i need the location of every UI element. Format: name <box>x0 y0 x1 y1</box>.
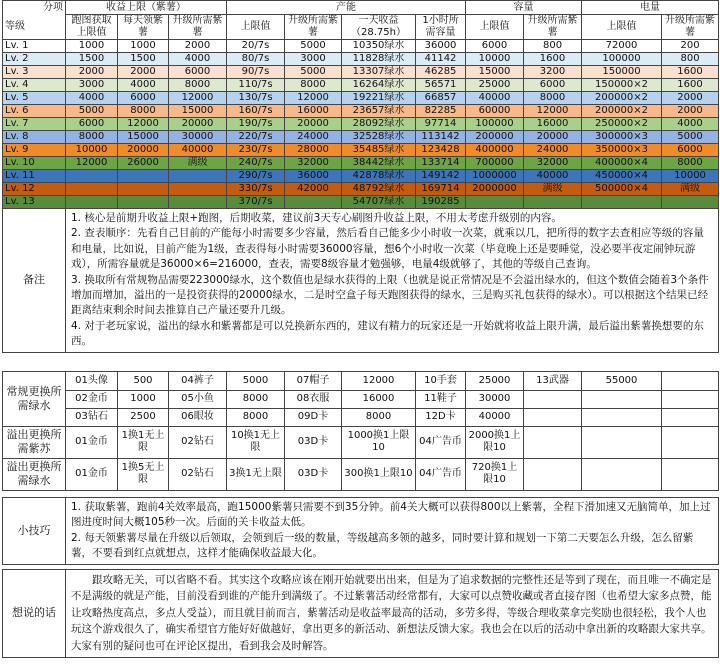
value-cell: 36000 <box>416 40 466 53</box>
words-paragraph: 跟攻略无关，可以省略不看。其实这个攻略应该在刚开始就要出出来，但是为了追求数据的完整性还是等到了现在，而且唯一不确定是不是满级的就是产能，目前没看到谁的产能升到满级了。不过紫薯活动经常都有，大家可以点赞收藏或者直接存图（也希望大家多点赞，能让攻略热度高点，多点人受益），而且就目前而言，紫薯活动是收益率最高的活动，多劳多得，等级合理收菜拿完奖励也很轻松，我个人也玩这个游戏很久了，确实希望官方能好好做越好，拿出更多的新活动、新想法反馈大家。我也会在以后的活动中拿出新的攻略跟大家共享。大家有别的疑问也可在评论区提出，看到我会及时解答。 <box>71 573 712 653</box>
level-row <box>3 92 719 105</box>
exchange-item: 06眼妆 <box>169 408 227 426</box>
value-cell: 满级 <box>524 183 582 196</box>
tip-line: 1. 获取紫薯，跑前4关效率最高，跑15000紫薯只需要不到35分钟。前4关大概可以获得800以上紫薯，全程下滑加速又无脑简单，加上过图进度时间大概105秒一次。后面的关卡收益太低。 <box>71 500 711 529</box>
level-cell: Lv. 10 <box>3 157 66 170</box>
col-header: 1小时所需容量 <box>416 15 466 40</box>
value-cell: 190285 <box>416 196 466 209</box>
value-cell <box>169 196 227 209</box>
level-row <box>3 196 719 209</box>
value-cell: 32000 <box>285 157 342 170</box>
value-cell: 5000 <box>285 40 342 53</box>
exchange-item: 02钻石 <box>169 458 227 490</box>
value-cell: 110/7s <box>227 79 285 92</box>
level-row <box>3 118 719 131</box>
value-cell: 6000 <box>118 92 169 105</box>
value-cell: 290/7s <box>227 170 285 183</box>
value-cell: 400000 <box>466 144 524 157</box>
value-cell: 3000 <box>285 53 342 66</box>
col-header: 每天领紫薯 <box>118 15 169 40</box>
value-cell: 370/7s <box>227 196 285 209</box>
value-cell: 19221绿水 <box>342 92 416 105</box>
value-cell: 32528绿水 <box>342 131 416 144</box>
value-cell: 2000 <box>118 66 169 79</box>
note-line: 4. 对于老玩家说，溢出的绿水和紫薯都是可以兑换新东西的，建议有精力的玩家还是一开始就将收益上限升满，最后溢出紫薯换想要的东西。 <box>71 319 704 348</box>
empty-cell <box>524 408 582 426</box>
exchange-item: 11鞋子 <box>416 390 466 408</box>
value-cell: 4000 <box>169 53 227 66</box>
exchange-rate: 1换1无上限 <box>118 426 169 458</box>
col-header: 上限值 <box>466 15 524 40</box>
level-cell: Lv. 2 <box>3 53 66 66</box>
value-cell: 13307绿水 <box>342 66 416 79</box>
col-header: 升级所需紫薯 <box>285 15 342 40</box>
value-cell: 48792绿水 <box>342 183 416 196</box>
exchange-item: 10手套 <box>416 371 466 390</box>
exchange-cost: 500 <box>118 371 169 390</box>
level-row <box>3 170 719 183</box>
tip-line: 2. 每天领紫薯尽量在升级以后领取，会领到后一级的数量，等级越高多领的越多，同时要计算和规划一下第二天要怎么升级，怎么留紫薯，不要看到红点就想点，这样才能确保收益最大化。 <box>71 531 694 560</box>
value-cell: 1600 <box>524 53 582 66</box>
value-cell: 40000 <box>169 144 227 157</box>
value-cell: 8000 <box>66 131 118 144</box>
value-cell: 35485绿水 <box>342 144 416 157</box>
level-header: 等级 <box>3 15 66 40</box>
value-cell: 100000 <box>466 118 524 131</box>
level-cell: Lv. 4 <box>3 79 66 92</box>
level-row <box>3 53 719 66</box>
value-cell: 12000 <box>524 105 582 118</box>
value-cell <box>66 170 118 183</box>
value-cell <box>66 183 118 196</box>
value-cell <box>169 170 227 183</box>
level-cell: Lv. 12 <box>3 183 66 196</box>
value-cell: 800 <box>662 53 719 66</box>
value-cell: 1000000 <box>466 170 524 183</box>
value-cell: 6000 <box>524 79 582 92</box>
value-cell: 80/7s <box>227 53 285 66</box>
tips-label: 小技巧 <box>3 497 66 564</box>
value-cell: 160/7s <box>227 105 285 118</box>
level-group-header: 分项 <box>3 1 66 15</box>
value-cell: 11828绿水 <box>342 53 416 66</box>
value-cell: 150000 <box>582 66 662 79</box>
exchange-rate: 720换1上限10 <box>466 458 524 490</box>
exchange-item: 03钻石 <box>66 408 118 426</box>
value-cell: 4000 <box>662 118 719 131</box>
note-line: 1. 核心是前期升收益上限+跑图，后期收菜，建议前3天专心刷图升收益上限，不用太考虑升级别的内容。 <box>71 212 562 224</box>
empty-cell <box>582 390 662 408</box>
value-cell: 26000 <box>118 157 169 170</box>
value-cell: 800 <box>524 40 582 53</box>
production-header: 产能 <box>227 1 466 15</box>
value-cell: 2000 <box>169 40 227 53</box>
value-cell: 38442绿水 <box>342 157 416 170</box>
value-cell: 6000 <box>169 66 227 79</box>
value-cell: 40000 <box>466 92 524 105</box>
value-cell: 200000×2 <box>582 92 662 105</box>
value-cell: 10000 <box>466 53 524 66</box>
value-cell: 24000 <box>285 131 342 144</box>
value-cell: 130/7s <box>227 92 285 105</box>
empty-cell <box>582 408 662 426</box>
value-cell: 满级 <box>662 183 719 196</box>
value-cell: 66857 <box>416 92 466 105</box>
exchange-rate: 2000换1上限10 <box>466 426 524 458</box>
col-header: 升级所需紫薯 <box>169 15 227 40</box>
value-cell: 12000 <box>118 118 169 131</box>
value-cell: 97714 <box>416 118 466 131</box>
empty-cell <box>662 371 719 390</box>
level-cell: Lv. 5 <box>3 92 66 105</box>
value-cell: 16264绿水 <box>342 79 416 92</box>
level-row <box>3 157 719 170</box>
value-cell: 350000×3 <box>582 144 662 157</box>
level-cell: Lv. 7 <box>3 118 66 131</box>
value-cell: 4000 <box>118 79 169 92</box>
value-cell: 10000 <box>662 170 719 183</box>
value-cell: 1600 <box>662 66 719 79</box>
col-header: 升级所需紫薯 <box>662 15 719 40</box>
tips-text <box>66 497 719 564</box>
value-cell: 3000 <box>66 79 118 92</box>
exchange-item: 03D卡 <box>285 426 342 458</box>
value-cell: 5000 <box>662 131 719 144</box>
exchange-item: 07帽子 <box>285 371 342 390</box>
empty-cell <box>662 426 719 458</box>
exchange-cost: 8000 <box>342 408 416 426</box>
exchange-rate: 10换1无上限 <box>227 426 285 458</box>
value-cell: 16000 <box>524 118 582 131</box>
exchange-cost: 8000 <box>227 390 285 408</box>
empty-cell <box>662 408 719 426</box>
value-cell: 169714 <box>416 183 466 196</box>
exchange-item: 03D卡 <box>285 458 342 490</box>
value-cell <box>118 196 169 209</box>
level-row <box>3 79 719 92</box>
empty-cell <box>524 458 582 490</box>
value-cell: 113142 <box>416 131 466 144</box>
spacer <box>0 353 720 371</box>
value-cell: 6000 <box>66 118 118 131</box>
value-cell: 133714 <box>416 157 466 170</box>
value-cell: 230/7s <box>227 144 285 157</box>
level-cell: Lv. 13 <box>3 196 66 209</box>
value-cell: 10000 <box>66 144 118 157</box>
empty-cell <box>582 458 662 490</box>
notes-text <box>66 209 719 352</box>
value-cell: 23657绿水 <box>342 105 416 118</box>
level-row <box>3 66 719 79</box>
value-cell: 16000 <box>285 105 342 118</box>
level-cell: Lv. 1 <box>3 40 66 53</box>
empty-cell <box>524 426 582 458</box>
exchange-cost: 12000 <box>342 371 416 390</box>
value-cell: 满级 <box>169 157 227 170</box>
col-header: 上限值 <box>227 15 285 40</box>
exchange-item: 04裤子 <box>169 371 227 390</box>
exchange-cost: 5000 <box>227 371 285 390</box>
value-cell: 20000 <box>285 118 342 131</box>
exchange-item: 01头像 <box>66 371 118 390</box>
exchange-item: 05小鱼 <box>169 390 227 408</box>
value-cell <box>118 183 169 196</box>
notes-label: 备注 <box>3 209 66 352</box>
value-cell: 42000 <box>285 183 342 196</box>
value-cell: 250000×2 <box>582 118 662 131</box>
exchange-cost: 40000 <box>466 408 524 426</box>
value-cell: 149142 <box>416 170 466 183</box>
value-cell: 240/7s <box>227 157 285 170</box>
exchange-cost: 25000 <box>466 371 524 390</box>
value-cell: 4000 <box>66 92 118 105</box>
value-cell: 15000 <box>118 131 169 144</box>
value-cell: 5000 <box>66 105 118 118</box>
exchange-item: 04广告币 <box>416 458 466 490</box>
exchange-item: 12D卡 <box>416 408 466 426</box>
value-cell: 330/7s <box>227 183 285 196</box>
value-cell: 12000 <box>285 92 342 105</box>
value-cell: 8000 <box>169 79 227 92</box>
level-row <box>3 183 719 196</box>
tips-table <box>2 497 719 565</box>
sweet-exchange-label: 溢出更换所需紫苏 <box>3 426 66 458</box>
value-cell: 450000×4 <box>582 170 662 183</box>
exchange-item: 04广告币 <box>416 426 466 458</box>
value-cell: 2000 <box>662 92 719 105</box>
notes-table <box>2 209 719 353</box>
col-header: 跑图获取上限值 <box>66 15 118 40</box>
value-cell <box>582 196 662 209</box>
exchange-rate: 300换1上限10 <box>342 458 416 490</box>
value-cell: 1500 <box>118 53 169 66</box>
upgrade-table <box>2 0 719 209</box>
exchange-item: 01金币 <box>66 458 118 490</box>
value-cell: 56571 <box>416 79 466 92</box>
level-cell: Lv. 6 <box>3 105 66 118</box>
value-cell <box>66 196 118 209</box>
value-cell: 220/7s <box>227 131 285 144</box>
value-cell: 100000 <box>582 53 662 66</box>
col-header: 升级所需紫薯 <box>524 15 582 40</box>
power-header: 电量 <box>582 1 719 15</box>
value-cell: 28092绿水 <box>342 118 416 131</box>
empty-cell <box>524 390 582 408</box>
exchange-item: 02金币 <box>66 390 118 408</box>
value-cell: 36000 <box>285 170 342 183</box>
exchange-rate: 3换1无上限 <box>227 458 285 490</box>
exchange-item: 09D卡 <box>285 408 342 426</box>
value-cell: 30000 <box>169 131 227 144</box>
value-cell: 8000 <box>524 92 582 105</box>
value-cell: 6000 <box>662 144 719 157</box>
value-cell: 12000 <box>66 157 118 170</box>
value-cell: 1600 <box>662 79 719 92</box>
exchange-item: 02钻石 <box>169 426 227 458</box>
value-cell: 2000 <box>66 66 118 79</box>
value-cell: 200000×2 <box>582 105 662 118</box>
value-cell: 54707绿水 <box>342 196 416 209</box>
exchange-rate: 1000换1上限10 <box>342 426 416 458</box>
value-cell: 8000 <box>118 105 169 118</box>
empty-cell <box>662 458 719 490</box>
value-cell: 3200 <box>524 66 582 79</box>
note-line: 3. 换取所有常规物品需要223000绿水，这个数值也是绿水获得的上限（也就是说正常情况是不会溢出绿水的，但这个数值会随着3个条件增加而增加，溢出的一是投资获得的20000绿水，二是时空盒子每天跑图获得的绿水，三是购买礼包获得的绿水）。可以根据这个结果已经距离结束剩余时间去推算自己产量还要升几级。 <box>71 273 709 317</box>
value-cell <box>285 196 342 209</box>
value-cell: 15000 <box>169 105 227 118</box>
col-header: 一天收益（28.75h） <box>342 15 416 40</box>
value-cell <box>169 183 227 196</box>
value-cell: 24000 <box>524 144 582 157</box>
exchange-cost: 55000 <box>582 371 662 390</box>
value-cell: 41142 <box>416 53 466 66</box>
value-cell: 2000000 <box>466 183 524 196</box>
exchange-cost: 2500 <box>118 408 169 426</box>
words-label: 想说的话 <box>3 569 66 657</box>
value-cell: 200 <box>662 40 719 53</box>
exchange-item: 08衣服 <box>285 390 342 408</box>
value-cell: 150000×2 <box>582 79 662 92</box>
capacity-header: 容量 <box>466 1 582 15</box>
empty-cell <box>582 426 662 458</box>
value-cell <box>118 170 169 183</box>
level-cell: Lv. 3 <box>3 66 66 79</box>
regular-exchange-label: 常规更换所需绿水 <box>3 371 66 426</box>
value-cell: 1000 <box>118 40 169 53</box>
value-cell: 15000 <box>466 66 524 79</box>
exchange-cost: 30000 <box>466 390 524 408</box>
words-table <box>2 569 719 658</box>
value-cell: 8000 <box>662 157 719 170</box>
value-cell <box>662 196 719 209</box>
value-cell <box>524 196 582 209</box>
value-cell: 8000 <box>285 79 342 92</box>
level-row <box>3 144 719 157</box>
level-row <box>3 131 719 144</box>
value-cell: 300000×3 <box>582 131 662 144</box>
value-cell: 82285 <box>416 105 466 118</box>
exchange-item: 13武器 <box>524 371 582 390</box>
value-cell: 46285 <box>416 66 466 79</box>
level-row <box>3 40 719 53</box>
value-cell: 20000 <box>524 131 582 144</box>
value-cell: 72000 <box>582 40 662 53</box>
exchange-cost: 1000 <box>118 390 169 408</box>
value-cell: 60000 <box>466 105 524 118</box>
regular-exchange-table <box>2 371 719 491</box>
value-cell <box>466 196 524 209</box>
words-text <box>66 569 719 657</box>
col-header: 上限值 <box>582 15 662 40</box>
value-cell: 123428 <box>416 144 466 157</box>
value-cell: 400000×4 <box>582 157 662 170</box>
value-cell: 1000 <box>66 40 118 53</box>
value-cell: 2000 <box>662 105 719 118</box>
value-cell: 25000 <box>466 79 524 92</box>
value-cell: 190/7s <box>227 118 285 131</box>
value-cell: 6000 <box>466 40 524 53</box>
income-limit-header: 收益上限（紫薯） <box>66 1 227 15</box>
empty-cell <box>662 390 719 408</box>
value-cell: 10350绿水 <box>342 40 416 53</box>
level-cell: Lv. 8 <box>3 131 66 144</box>
value-cell: 90/7s <box>227 66 285 79</box>
exchange-cost: 16000 <box>342 390 416 408</box>
level-cell: Lv. 9 <box>3 144 66 157</box>
value-cell: 200000 <box>466 131 524 144</box>
value-cell: 42878绿水 <box>342 170 416 183</box>
exchange-cost: 8000 <box>227 408 285 426</box>
value-cell: 500000×4 <box>582 183 662 196</box>
value-cell: 12000 <box>169 92 227 105</box>
value-cell: 20000 <box>118 144 169 157</box>
value-cell: 28000 <box>285 144 342 157</box>
value-cell: 5000 <box>285 66 342 79</box>
value-cell: 700000 <box>466 157 524 170</box>
exchange-rate: 1换5无上限 <box>118 458 169 490</box>
green-exchange-label: 溢出更换所需绿水 <box>3 458 66 490</box>
value-cell: 40000 <box>524 170 582 183</box>
level-cell: Lv. 11 <box>3 170 66 183</box>
value-cell: 1500 <box>66 53 118 66</box>
value-cell: 32000 <box>524 157 582 170</box>
exchange-item: 01金币 <box>66 426 118 458</box>
level-row <box>3 105 719 118</box>
value-cell: 20000 <box>169 118 227 131</box>
value-cell: 20/7s <box>227 40 285 53</box>
note-line: 2. 查表顺序：先看自己目前的产能每小时需要多少容量，然后看自己能多少小时收一次菜，就乘以几，把所得的数字去查相应等级的容量和电量，比如说，目前产能为1级，查表得每小时需要36000容量，想6个小时收一次菜（毕竟晚上还是要睡觉，没必要半夜定闹钟玩游戏），所需容量就是36000×6=216000，查表，需要8级容量才勉强够，电量4级就够了，其他的等级自己查询。 <box>71 227 704 271</box>
